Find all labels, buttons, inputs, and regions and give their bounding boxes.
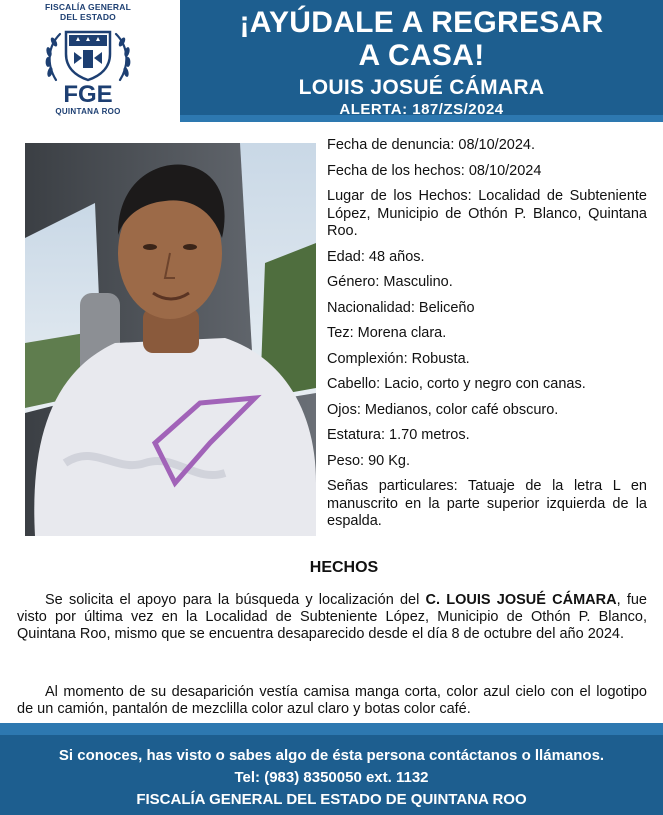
facts-p1-rest: , fue visto por última vez en la Localidad de Subteniente López, Municipio de Othón P. Blanco, Quintana Roo, mismo que se encuentra desaparecido desde el día 8 de octubre del año 2024. — [17, 592, 647, 643]
logo-line-1: FISCALÍA GENERAL — [45, 2, 131, 12]
facts-paragraph-1 — [17, 592, 647, 644]
detail-event-date: Fecha de los hechos: 08/10/2024 — [327, 162, 542, 179]
alert-number: ALERTA: 187/ZS/2024 — [339, 101, 504, 118]
detail-build: Complexión: Robusta. — [327, 350, 470, 367]
facts-paragraph-2: Al momento de su desaparición vestía camisa manga corta, color azul cielo con el logotipo de un camión, pantalón de mezclilla color azul claro y botas color café. — [17, 684, 647, 718]
headline-line-1: ¡AYÚDALE A REGRESAR — [239, 6, 604, 39]
contact-appeal: Si conoces, has visto o sabes algo de ésta persona contáctanos o llámanos. — [58, 747, 605, 764]
detail-weight: Peso: 90 Kg. — [327, 452, 411, 469]
contact-phone: Tel: (983) 8350050 ext. 1132 — [234, 769, 429, 786]
svg-text:FGE: FGE — [63, 81, 113, 106]
detail-location: Lugar de los Hechos: Localidad de Subteniente López, Municipio de Othón P. Blanco, Quintana Roo. — [327, 188, 647, 239]
footer-accent-strip — [0, 723, 663, 735]
detail-complexion-tone: Tez: Morena clara. — [327, 325, 447, 341]
detail-gender: Género: Masculino. — [327, 274, 453, 290]
headline-line-2: A CASA! — [358, 39, 485, 72]
detail-distinguishing-marks: Señas particulares: Tatuaje de la letra L en manuscrito en la parte superior izquierda de la espalda. — [327, 478, 647, 529]
headline — [180, 6, 663, 72]
agency-name: FISCALÍA GENERAL DEL ESTADO DE QUINTANA ROO — [136, 791, 527, 808]
detail-height: Estatura: 1.70 metros. — [327, 427, 470, 443]
detail-age: Edad: 48 años. — [327, 248, 425, 265]
missing-person-name: LOUIS JOSUÉ CÁMARA — [298, 76, 545, 99]
facts-heading: HECHOS — [309, 559, 379, 576]
detail-nationality: Nacionalidad: Beliceño — [327, 299, 475, 316]
logo-line-2: DEL ESTADO — [60, 12, 116, 22]
missing-person-photo — [25, 143, 316, 536]
facts-p1-intro: Se solicita el apoyo para la búsqueda y localización del — [45, 592, 426, 608]
detail-hair: Cabello: Lacio, corto y negro con canas. — [327, 376, 586, 392]
contact-footer — [0, 735, 663, 815]
logo-state: QUINTANA ROO — [55, 107, 121, 116]
detail-eyes: Ojos: Medianos, color café obscuro. — [327, 401, 559, 418]
fge-emblem-icon — [38, 24, 138, 106]
person-details — [327, 137, 647, 539]
facts-p1-name: C. LOUIS JOSUÉ CÁMARA — [425, 592, 617, 608]
fge-logo — [18, 2, 158, 120]
detail-report-date: Fecha de denuncia: 08/10/2024. — [327, 137, 535, 153]
person-photo-image — [25, 143, 316, 536]
